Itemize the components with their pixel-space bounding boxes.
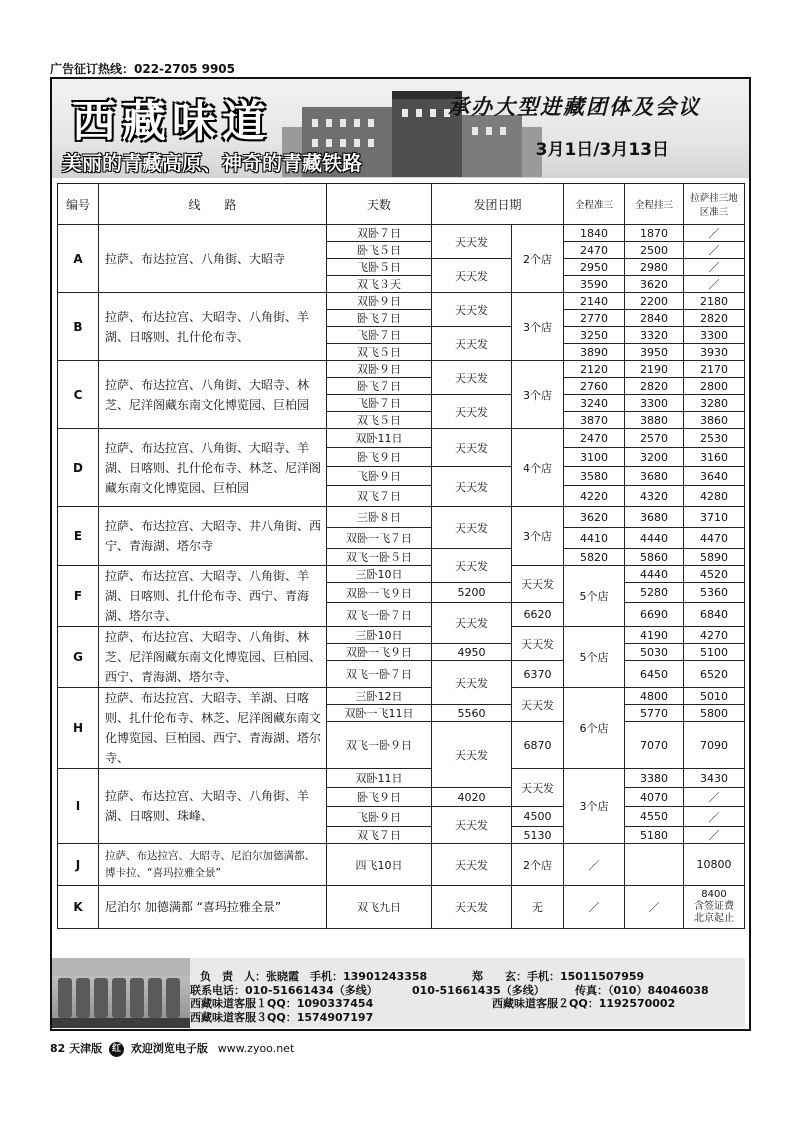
trip-duration: 双飞７日 <box>327 486 432 507</box>
price-lhasa-rated-three: 3860 <box>684 412 745 429</box>
trip-duration: 卧飞７日 <box>327 378 432 395</box>
price-full-rated-three: 4520 <box>684 566 745 583</box>
price-full-standard-three: 3890 <box>564 344 625 361</box>
price-lhasa-rated-three: 5360 <box>684 583 745 603</box>
price-full-standard-three: 4500 <box>512 807 564 827</box>
price-full-standard-three: 6870 <box>512 722 564 769</box>
price-lhasa-rated-three: 2170 <box>684 361 745 378</box>
trip-duration: 双飞７日 <box>327 827 432 844</box>
departure-frequency: 天天发 <box>432 467 512 507</box>
price-full-standard-three: 3580 <box>564 467 625 486</box>
trip-duration: 双卧９日 <box>327 361 432 378</box>
price-full-rated-three: 4270 <box>684 627 745 644</box>
trip-duration: 飞卧９日 <box>327 807 432 827</box>
trip-duration: 卧飞９日 <box>327 448 432 467</box>
price-full-standard-three: 3870 <box>564 412 625 429</box>
price-full-standard-three: 1840 <box>564 225 625 242</box>
trip-duration: 双卧７日 <box>327 225 432 242</box>
price-lhasa-rated-three: 7090 <box>684 722 745 769</box>
table-row <box>58 769 745 788</box>
price-full-standard-three: 3590 <box>564 276 625 293</box>
trip-duration: 三卧12日 <box>327 688 432 705</box>
price-lhasa-rated-three: ／ <box>684 827 745 844</box>
table-row <box>58 688 745 705</box>
price-lhasa-rated-three: 3640 <box>684 467 745 486</box>
route-description: 拉萨、布达拉宫、八角街、大昭寺 <box>99 225 327 293</box>
route-code: I <box>58 769 99 844</box>
price-lhasa-rated-three: 2800 <box>684 378 745 395</box>
price-full-rated-three: ／ <box>625 886 684 929</box>
departure-frequency: 天天发 <box>432 361 512 395</box>
route-code: D <box>58 429 99 507</box>
banner-title: 西藏味道 <box>72 96 272 147</box>
price-full-standard-three: 4220 <box>564 486 625 507</box>
price-full-rated-three: 3950 <box>625 344 684 361</box>
price-lhasa-rated-three: 3280 <box>684 395 745 412</box>
price-full-standard-three: 5820 <box>564 549 625 566</box>
trip-duration: 双卧11日 <box>327 769 432 788</box>
store-count: 5个店 <box>564 566 625 627</box>
trip-duration: 双飞５日 <box>327 412 432 429</box>
hong-badge-icon: 红 <box>109 1042 124 1057</box>
price-full-standard-three: 2470 <box>564 242 625 259</box>
price-full-standard-three: 5560 <box>432 705 512 722</box>
price-full-rated-three: 3430 <box>684 769 745 788</box>
price-lhasa-rated-three <box>684 886 745 929</box>
trip-duration: 双飞一卧７日 <box>327 603 432 627</box>
page-footer <box>50 1040 294 1057</box>
price-full-rated-three: 3620 <box>625 276 684 293</box>
price-full-rated-three: 3320 <box>625 327 684 344</box>
price-lhasa-rated-three: ／ <box>684 788 745 807</box>
trip-duration: 双卧一飞７日 <box>327 528 432 549</box>
price-note-beijing: 北京起止 <box>694 913 735 924</box>
departure-frequency: 天天发 <box>432 259 512 293</box>
price-full-rated-three: 5280 <box>625 583 684 603</box>
price-full-standard-three: 5200 <box>432 583 512 603</box>
price-full-rated-three: 1870 <box>625 225 684 242</box>
page-number: 82 <box>50 1042 66 1055</box>
contact-phone-1: 联系电话：010-51661434（多线） <box>190 984 378 997</box>
store-count: 4个店 <box>512 429 564 507</box>
price-lhasa-rated-three: 4280 <box>684 486 745 507</box>
price-note-visa: 含签证费 <box>694 901 735 912</box>
price-lhasa-rated-three: 6840 <box>684 603 745 627</box>
table-row <box>58 566 745 583</box>
price-full-standard-three: 4950 <box>432 644 512 661</box>
route-code: A <box>58 225 99 293</box>
store-count: 2个店 <box>512 844 564 886</box>
departure-frequency: 天天发 <box>512 769 564 807</box>
store-count: 3个店 <box>512 507 564 566</box>
price-full-rated-three: 5010 <box>684 688 745 705</box>
table-row <box>58 361 745 378</box>
price-full-standard-three: 2770 <box>564 310 625 327</box>
trip-duration: 双飞５日 <box>327 344 432 361</box>
route-code: G <box>58 627 99 688</box>
trip-duration: 飞卧７日 <box>327 395 432 412</box>
price-full-standard-three: 4800 <box>625 688 684 705</box>
banner-slogan: 美丽的青藏高原、神奇的青藏铁路 <box>62 151 362 175</box>
price-lhasa-rated-three: 5890 <box>684 549 745 566</box>
route-code: C <box>58 361 99 429</box>
price-lhasa-rated-three: 2180 <box>684 293 745 310</box>
trip-duration: 双卧一飞11日 <box>327 705 432 722</box>
price-full-standard-three: 4020 <box>432 788 512 807</box>
route-description: 拉萨、布达拉宫、大昭寺、八角街、羊湖、日喀则、扎什伦布寺、 <box>99 293 327 361</box>
price-lhasa-rated-three: 3160 <box>684 448 745 467</box>
price-full-standard-three: 3100 <box>564 448 625 467</box>
departure-frequency: 天天发 <box>432 549 512 583</box>
trip-duration: 飞卧７日 <box>327 327 432 344</box>
price-lhasa-rated-three: 5800 <box>684 705 745 722</box>
price-full-rated-three: 5770 <box>625 705 684 722</box>
price-lhasa-rated-three: ／ <box>684 276 745 293</box>
price-full-rated-three: 3880 <box>625 412 684 429</box>
store-count: 2个店 <box>512 225 564 293</box>
price-full-rated-three: 5180 <box>625 827 684 844</box>
price-full-rated-three: 2500 <box>625 242 684 259</box>
trip-duration: 双卧９日 <box>327 293 432 310</box>
price-lhasa-rated-three: 6520 <box>684 661 745 688</box>
table-row <box>58 844 745 886</box>
trip-duration: 四飞10日 <box>327 844 432 886</box>
route-description: 拉萨、布达拉宫、大昭寺、八角街、林芝、尼洋阁藏东南文化博览园、巨柏园、西宁、青海湖、塔尔寺、 <box>99 627 327 688</box>
header-days: 天数 <box>327 184 432 225</box>
route-code: H <box>58 688 99 769</box>
price-full-rated-three: 2840 <box>625 310 684 327</box>
store-count: 5个店 <box>564 627 625 688</box>
price-full-rated-three: 2200 <box>625 293 684 310</box>
price-lhasa-rated-three: ／ <box>684 259 745 276</box>
price-full-standard-three: 2950 <box>564 259 625 276</box>
price-lhasa-rated-three: 4470 <box>684 528 745 549</box>
departure-frequency: 天天发 <box>432 225 512 259</box>
prayer-wheels-photo <box>52 958 190 1028</box>
store-count: 3个店 <box>512 293 564 361</box>
route-code: J <box>58 844 99 886</box>
price-full-standard-three: 2760 <box>564 378 625 395</box>
departure-frequency: 天天发 <box>432 395 512 429</box>
departure-frequency: 天天发 <box>432 507 512 549</box>
table-header-row <box>58 184 745 225</box>
price-full-rated-three: 4440 <box>625 528 684 549</box>
trip-duration: 双卧一飞９日 <box>327 583 432 603</box>
trip-duration: 双飞一卧５日 <box>327 549 432 566</box>
price-lhasa-rated-three: 3710 <box>684 507 745 528</box>
trip-duration: 卧飞７日 <box>327 310 432 327</box>
trip-duration: 卧飞９日 <box>327 788 432 807</box>
price-full-rated-three: 5030 <box>625 644 684 661</box>
route-code: K <box>58 886 99 929</box>
trip-duration: 双飞一卧９日 <box>327 722 432 769</box>
table-row <box>58 293 745 310</box>
welcome-text: 欢迎浏览电子版 <box>130 1042 208 1055</box>
trip-duration: 飞卧５日 <box>327 259 432 276</box>
trip-duration: 双飞一卧７日 <box>327 661 432 688</box>
edition-label: 天津版 <box>69 1042 103 1055</box>
price-full-rated-three: 5860 <box>625 549 684 566</box>
price-full-rated-three: 2570 <box>625 429 684 448</box>
price-full-standard-three: ／ <box>564 886 625 929</box>
price-full-rated-three: 6690 <box>625 603 684 627</box>
route-description: 拉萨、布达拉宫、八角街、大昭寺、羊湖、日喀则、扎什伦布寺、林芝、尼洋阁藏东南文化博览园、巨柏园 <box>99 429 327 507</box>
route-description: 拉萨、布达拉宫、八角街、大昭寺、林芝、尼洋阁藏东南文化博览园、巨柏园 <box>99 361 327 429</box>
price-full-rated-three: 3680 <box>625 467 684 486</box>
price-full-rated-three: 6450 <box>625 661 684 688</box>
price-full-standard-three: 6620 <box>512 603 564 627</box>
departure-frequency: 天天发 <box>432 293 512 327</box>
departure-frequency: 天天发 <box>512 566 564 603</box>
price-full-rated-three: 3300 <box>625 395 684 412</box>
departure-frequency: 天天发 <box>432 807 512 844</box>
price-full-standard-three: 6370 <box>512 661 564 688</box>
route-description: 拉萨、布达拉宫、大昭寺、羊湖、日喀则、扎什伦布寺、林芝、尼洋阁藏东南文化博览园、巨柏园、西宁、青海湖、塔尔寺、 <box>99 688 327 769</box>
price-lhasa-rated-three: 2530 <box>684 429 745 448</box>
contact-qq-1: 西藏味道客服１QQ：1090337454 <box>190 997 374 1010</box>
ad-hotline: 广告征订热线：022-2705 9905 <box>50 62 236 76</box>
departure-frequency: 天天发 <box>432 603 512 644</box>
contact-phone-2: 010-51661435（多线） <box>412 984 545 997</box>
departure-frequency: 天天发 <box>432 661 512 705</box>
route-description: 拉萨、布达拉宫、大昭寺、八角街、羊湖、日喀则、珠峰、 <box>99 769 327 844</box>
price-full-standard-three: ／ <box>564 844 625 886</box>
prayer-wheels-illustration <box>52 958 190 1028</box>
price-full-standard-three: 3380 <box>625 769 684 788</box>
contact-zheng: 郑 玄：手机：15011507959 <box>472 970 645 983</box>
store-count: 6个店 <box>564 688 625 769</box>
store-count: 3个店 <box>512 361 564 429</box>
table-row <box>58 627 745 644</box>
price-full-rated-three: 4320 <box>625 486 684 507</box>
table-row <box>58 225 745 242</box>
departure-frequency: 天天发 <box>432 886 512 929</box>
contact-qq-2: 西藏味道客服２QQ：1192570002 <box>492 997 676 1010</box>
route-description: 尼泊尔 加德满都 “喜玛拉雅全景” <box>99 886 327 929</box>
contact-info <box>190 958 745 1028</box>
route-description: 拉萨、布达拉宫、大昭寺、井八角街、西宁、青海湖、塔尔寺 <box>99 507 327 566</box>
contact-qq-3: 西藏味道客服３QQ：1574907197 <box>190 1011 374 1024</box>
price-full-rated-three: 4550 <box>625 807 684 827</box>
header-no: 编号 <box>58 184 99 225</box>
trip-duration: 双飞九日 <box>327 886 432 929</box>
header-price-1: 全程准三 <box>564 184 625 225</box>
route-code: B <box>58 293 99 361</box>
route-code: F <box>58 566 99 627</box>
price-full-rated-three: 2980 <box>625 259 684 276</box>
departure-frequency: 天天发 <box>512 688 564 722</box>
store-count: 无 <box>512 886 564 929</box>
price-lhasa-rated-three: ／ <box>684 242 745 259</box>
price-full-standard-three: 5130 <box>512 827 564 844</box>
trip-duration: 三卧10日 <box>327 566 432 583</box>
price-full-rated-three: 3680 <box>625 507 684 528</box>
departure-frequency: 天天发 <box>432 327 512 361</box>
price-full-rated-three: 4070 <box>625 788 684 807</box>
price-full-rated-three: 2820 <box>625 378 684 395</box>
price-lhasa-rated-three: 3300 <box>684 327 745 344</box>
table-row <box>58 429 745 448</box>
website-url: www.zyoo.net <box>217 1042 295 1055</box>
price-full-rated-three: 7070 <box>625 722 684 769</box>
banner-dates: 3月1日/3月13日 <box>535 140 669 160</box>
price-full-standard-three: 4410 <box>564 528 625 549</box>
price-lhasa-rated-three: 5100 <box>684 644 745 661</box>
price-lhasa-rated-three: 2820 <box>684 310 745 327</box>
price-value: 8400 <box>701 889 727 900</box>
table-row <box>58 507 745 528</box>
route-code: E <box>58 507 99 566</box>
price-lhasa-rated-three: ／ <box>684 807 745 827</box>
trip-duration: 三卧10日 <box>327 627 432 644</box>
trip-duration: 双卧一飞９日 <box>327 644 432 661</box>
price-full-standard-three: 4190 <box>625 627 684 644</box>
departure-frequency: 天天发 <box>432 429 512 467</box>
price-lhasa-rated-three: 10800 <box>684 844 745 886</box>
price-full-standard-three: 2470 <box>564 429 625 448</box>
contact-manager: 负 责 人：张晓霞 手机：13901243358 <box>200 970 428 983</box>
price-full-standard-three: 3240 <box>564 395 625 412</box>
trip-duration: 双飞３天 <box>327 276 432 293</box>
header-price-2: 全程挂三 <box>625 184 684 225</box>
price-full-rated-three: 3200 <box>625 448 684 467</box>
route-description: 拉萨、布达拉宫、大昭寺、尼泊尔加德满都、博卡拉、“喜玛拉雅全景” <box>99 844 327 886</box>
price-full-standard-three: 2120 <box>564 361 625 378</box>
trip-duration: 卧飞５日 <box>327 242 432 259</box>
banner <box>52 79 749 178</box>
trip-duration: 飞卧９日 <box>327 467 432 486</box>
price-lhasa-rated-three: 3930 <box>684 344 745 361</box>
price-full-rated-three <box>625 844 684 886</box>
price-full-standard-three: 4440 <box>625 566 684 583</box>
banner-tagline: 承办大型进藏团体及会议 <box>448 95 701 119</box>
route-description: 拉萨、布达拉宫、大昭寺、八角街、羊湖、日喀则、扎什伦布寺、西宁、青海湖、塔尔寺、 <box>99 566 327 627</box>
price-full-standard-three: 3250 <box>564 327 625 344</box>
tour-price-table <box>57 183 745 929</box>
table-row <box>58 886 745 929</box>
contact-fax: 传真：（010）84046038 <box>575 984 709 997</box>
price-lhasa-rated-three: ／ <box>684 225 745 242</box>
price-full-standard-three: 2140 <box>564 293 625 310</box>
departure-frequency: 天天发 <box>512 627 564 661</box>
header-departure: 发团日期 <box>432 184 564 225</box>
departure-frequency: 天天发 <box>432 722 512 788</box>
trip-duration: 三卧８日 <box>327 507 432 528</box>
store-count: 3个店 <box>564 769 625 844</box>
header-price-3: 拉萨挂三地区准三 <box>684 184 745 225</box>
header-route: 线 路 <box>99 184 327 225</box>
departure-frequency: 天天发 <box>432 844 512 886</box>
price-full-standard-three: 3620 <box>564 507 625 528</box>
price-full-rated-three: 2190 <box>625 361 684 378</box>
trip-duration: 双卧11日 <box>327 429 432 448</box>
